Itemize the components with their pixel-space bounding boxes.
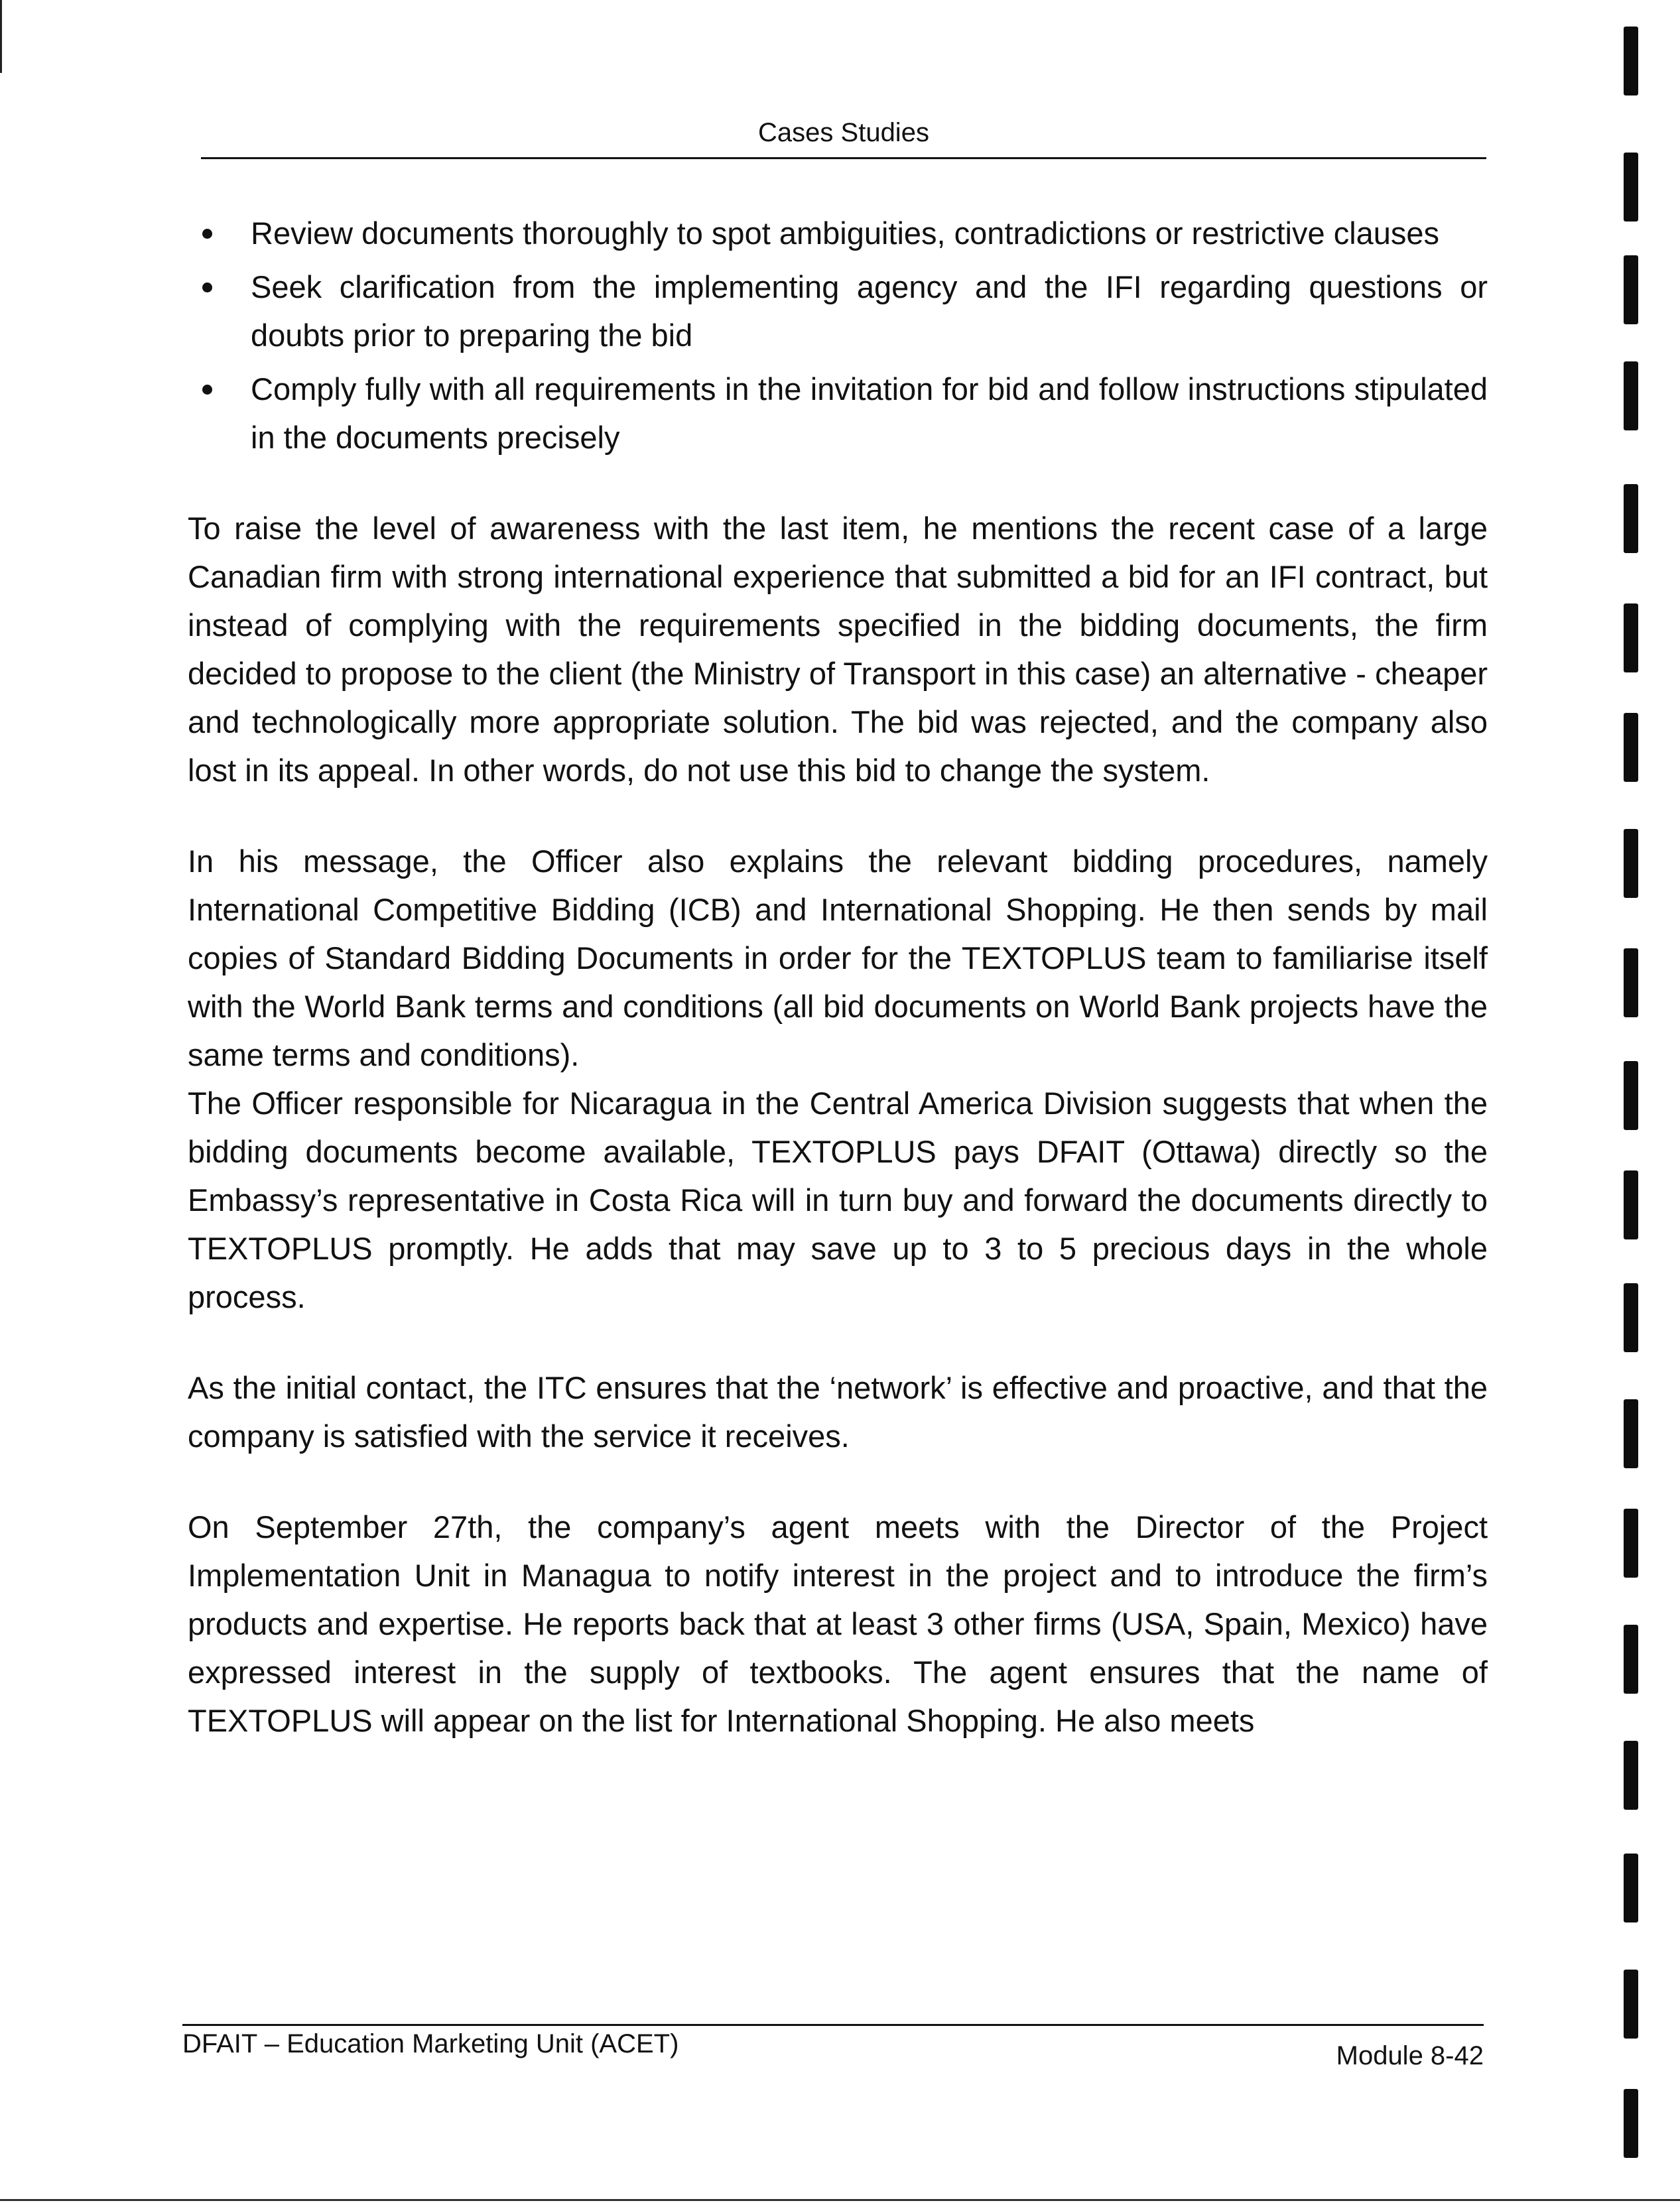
bullet-icon (202, 385, 212, 395)
binder-mark (1624, 27, 1638, 95)
binder-mark (1624, 1283, 1638, 1352)
binder-mark (1624, 153, 1638, 221)
footer-page-number: Module 8-42 (1336, 2041, 1484, 2070)
bullet-text: Seek clarification from the implementing agency and the IFI regarding questions or doubts prior to preparing the bid (251, 269, 1488, 353)
page-footer (182, 2024, 1484, 2077)
bullet-list (188, 209, 1488, 462)
footer-organization: DFAIT – Education Marketing Unit (ACET) (182, 2029, 679, 2058)
binder-mark (1624, 361, 1638, 430)
bullet-icon (202, 229, 212, 239)
binder-mark (1624, 829, 1638, 898)
paragraph: As the initial contact, the ITC ensures that the ‘network’ is effective and proactive, and that the company is satisfied with the service it receives. (188, 1370, 1488, 1454)
binder-mark (1624, 948, 1638, 1017)
binder-mark (1624, 1970, 1638, 2039)
binder-mark (1624, 1625, 1638, 1694)
list-item (188, 209, 1488, 257)
header-rule (201, 157, 1486, 159)
binder-mark (1624, 255, 1638, 324)
paragraph: On September 27th, the company’s agent meets with the Director of the Project Implementation Unit in Managua to notify interest in the project and to introduce the firm’s products and expertise. He reports back that at least 3 other firms (USA, Spain, Mexico) have expressed interest in the supply of textbooks. The agent ensures that the name of TEXTOPLUS will appear on the list for International Shopping. He also meets (188, 1509, 1488, 1738)
page-header (201, 113, 1486, 159)
bullet-icon (202, 283, 212, 292)
scan-edge-line (0, 2199, 1680, 2201)
paragraph: In his message, the Officer also explains the relevant bidding procedures, namely International Competitive Bidding (ICB) and International Shopping. He then sends by mail copies of Standard Bidding Documents in order for the TEXTOPLUS team to familiarise itself with the World Bank terms and conditions (all bid documents on World Bank projects have the same terms and conditions). (188, 844, 1488, 1072)
scan-edge-line (0, 0, 2, 73)
binder-mark (1624, 2089, 1638, 2158)
header-title: Cases Studies (758, 118, 929, 147)
binder-mark (1624, 484, 1638, 553)
paragraph: To raise the level of awareness with the last item, he mentions the recent case of a large Canadian firm with strong international experience that submitted a bid for an IFI contract, but instead of complying with the requirements specified in the bidding documents, the firm decided to propose to the client (the Ministry of Transport in this case) an alternative - cheaper and technologically more appropriate solution. The bid was rejected, and the company also lost in its appeal. In other words, do not use this bid to change the system. (188, 511, 1488, 788)
bullet-text: Review documents thoroughly to spot ambiguities, contradictions or restrictive clauses (251, 216, 1440, 251)
binder-mark (1624, 1399, 1638, 1468)
binder-mark (1624, 1061, 1638, 1130)
paragraph: The Officer responsible for Nicaragua in the Central America Division suggests that when the bidding documents become available, TEXTOPLUS pays DFAIT (Ottawa) directly so the Embassy’s representative in Costa Rica will in turn buy and forward the documents directly to TEXTOPLUS promptly. He adds that may save up to 3 to 5 precious days in the whole process. (188, 1086, 1488, 1314)
binder-mark (1624, 603, 1638, 672)
list-item (188, 365, 1488, 462)
binder-mark (1624, 1509, 1638, 1578)
binder-mark (1624, 1741, 1638, 1810)
list-item (188, 263, 1488, 359)
bullet-text: Comply fully with all requirements in the invitation for bid and follow instructions stipulated in the documents precisely (251, 371, 1488, 455)
binder-mark (1624, 1854, 1638, 1922)
binder-mark (1624, 1170, 1638, 1239)
body-content (188, 209, 1488, 1745)
binder-mark (1624, 713, 1638, 782)
footer-rule (182, 2024, 1484, 2026)
